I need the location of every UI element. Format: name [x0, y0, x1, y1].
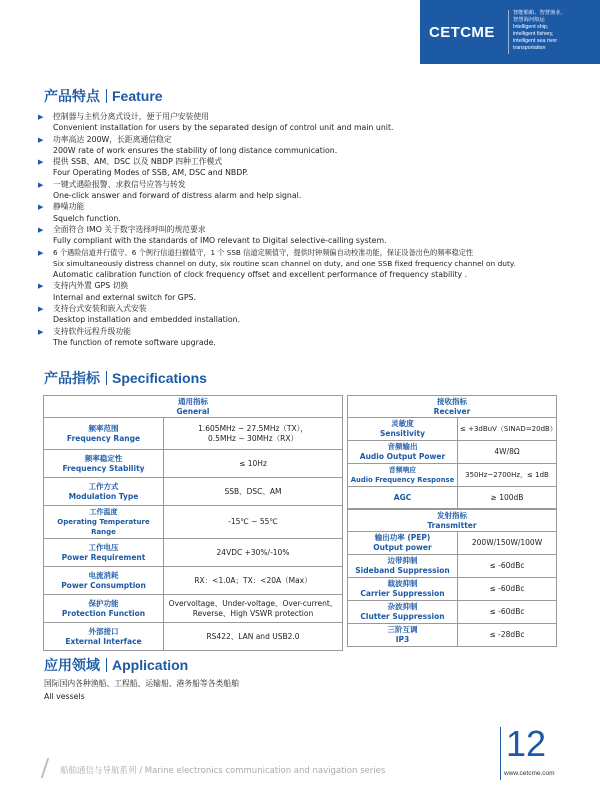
feature-list	[38, 111, 578, 348]
table-header-en: Transmitter	[427, 520, 477, 530]
feature-item-en: 200W rate of work ensures the stability of long distance communication.	[53, 145, 338, 155]
application-text-en: All vessels	[44, 692, 85, 701]
table-row	[44, 506, 343, 539]
spec-value: SSB、DSC、AM	[164, 478, 343, 506]
table-header-en: General	[176, 406, 210, 416]
spec-value: ≥ 100dB	[458, 487, 557, 509]
feature-item	[38, 224, 578, 247]
feature-item-en: Convenient installation for users by the separated design of control unit and main unit.	[53, 123, 394, 133]
heading-separator	[106, 89, 107, 103]
table-row	[44, 418, 343, 450]
brand-divider	[508, 10, 509, 54]
brand-tagline-line: 智慧海河航运	[513, 17, 545, 24]
page-number-rule	[500, 727, 501, 780]
feature-item-en: Automatic calibration function of clock frequency offset and excellent performance of frequency stability .	[53, 270, 468, 280]
brand-tagline-line: 智能船舶、智慧渔业、	[513, 10, 566, 16]
feature-item-en: Six simultaneously distress channel on duty, six routine scan channel on duty, and one SSB fixed frequency channel on duty.	[53, 258, 516, 268]
table-row	[44, 478, 343, 506]
spec-label: 三阶互调 IP3	[348, 624, 458, 647]
table-row	[44, 623, 343, 651]
feature-item-en: One-click answer and forward of distress alarm and help signal.	[53, 191, 302, 201]
triangle-bullet-icon: ▶	[38, 327, 44, 336]
brand-tagline-line: intelligent sea river	[513, 38, 558, 45]
table-row	[348, 441, 557, 464]
feature-item-cn: 静噪功能	[53, 202, 85, 212]
table-row	[348, 624, 557, 647]
triangle-bullet-icon: ▶	[38, 158, 44, 167]
feature-item-cn: 支持台式安装和嵌入式安装	[53, 304, 147, 314]
triangle-bullet-icon: ▶	[38, 305, 44, 314]
feature-item	[38, 201, 578, 224]
spec-value: ≤ +3dBuV（SINAD=20dB）	[458, 418, 557, 441]
table-row	[44, 539, 343, 567]
spec-value: ≤ -60dBc	[458, 578, 557, 601]
feature-heading-cn: 产品特点	[44, 88, 100, 104]
table-header-cn: 接收指标	[437, 397, 467, 406]
table-row	[44, 567, 343, 595]
feature-item-cn: 功率高达 200W，长距离通信稳定	[53, 134, 172, 144]
spec-value: 1.605MHz ~ 27.5MHz（TX）， 0.5MHz ~ 30MHz（RX）	[164, 418, 343, 450]
feature-item	[38, 303, 578, 326]
feature-item-en: Four Operating Modes of SSB, AM, DSC and NBDP.	[53, 168, 249, 178]
spec-heading	[44, 368, 207, 388]
table-row	[348, 601, 557, 624]
spec-label: 频率稳定性 Frequency Stability	[44, 450, 164, 478]
spec-label: 外部接口 External Interface	[44, 623, 164, 651]
table-row	[44, 450, 343, 478]
spec-value: -15℃ ~ 55℃	[164, 506, 343, 539]
spec-value: RS422、LAN and USB2.0	[164, 623, 343, 651]
general-spec-table	[43, 395, 343, 651]
page-number: 12	[506, 723, 547, 764]
spec-label: 输出功率 (PEP) Output power	[348, 532, 458, 555]
heading-separator	[106, 658, 107, 672]
application-heading	[44, 655, 188, 675]
spec-value: 350Hz~2700Hz，≤ 1dB	[458, 464, 557, 487]
transmitter-spec-table	[347, 509, 557, 647]
table-header-cn: 通用指标	[178, 397, 208, 406]
spec-value: ≤ -28dBc	[458, 624, 557, 647]
brand-block	[420, 0, 600, 64]
brand-tagline-line: transportation	[513, 45, 546, 52]
spec-label: 载波抑制 Carrier Suppression	[348, 578, 458, 601]
table-header	[348, 510, 557, 532]
triangle-bullet-icon: ▶	[38, 180, 44, 189]
footer-series: 船舶通信与导航系列 / Marine electronics communication and navigation series	[60, 766, 386, 776]
triangle-bullet-icon: ▶	[38, 203, 44, 212]
spec-label: 频率范围 Frequency Range	[44, 418, 164, 450]
feature-item-cn: 一键式遇险报警、求救信号应答与转发	[53, 179, 186, 189]
feature-item-cn: 全面符合 IMO 关于数字选择呼叫的规范要求	[53, 224, 206, 234]
application-text-cn: 国际国内各种渔船、工程船、运输船、港务船等各类船舶	[44, 679, 239, 688]
spec-label: 杂波抑制 Clutter Suppression	[348, 601, 458, 624]
footer-slash-icon	[41, 758, 53, 778]
brand-tagline	[513, 10, 597, 53]
feature-item	[38, 134, 578, 157]
table-header-en: Receiver	[433, 406, 471, 416]
table-row	[348, 464, 557, 487]
heading-separator	[106, 371, 107, 385]
table-header	[44, 396, 343, 418]
receiver-spec-table	[347, 395, 557, 509]
spec-value: 200W/150W/100W	[458, 532, 557, 555]
spec-value: ≤ -60dBc	[458, 601, 557, 624]
spec-label: 音频输出 Audio Output Power	[348, 441, 458, 464]
spec-label: 工作电压 Power Requirement	[44, 539, 164, 567]
application-heading-en: Application	[112, 657, 189, 673]
brand-tagline-line: Intelligent ship,	[513, 24, 549, 31]
spec-label: 灵敏度 Sensitivity	[348, 418, 458, 441]
feature-item-cn: 6 个遇险信道并行值守、6 个例行信道扫描值守，1 个 SSB 信道定频值守，提供时钟频偏自动校准功能，保证设备出色的频率稳定性	[53, 247, 474, 257]
table-row	[348, 578, 557, 601]
table-row	[348, 555, 557, 578]
spec-value: RX：<1.0A；TX：<20A（Max）	[164, 567, 343, 595]
feature-item	[38, 179, 578, 202]
table-row	[348, 418, 557, 441]
feature-item-cn: 支持内外置 GPS 切换	[53, 281, 129, 291]
feature-item-en: Fully compliant with the standards of IMO relevant to Digital selective-calling system.	[53, 236, 387, 246]
feature-item-en: The function of remote software upgrade.	[53, 337, 216, 347]
feature-item	[38, 111, 578, 134]
spec-value: 4W/8Ω	[458, 441, 557, 464]
spec-value: ≤ 10Hz	[164, 450, 343, 478]
triangle-bullet-icon: ▶	[38, 225, 44, 234]
triangle-bullet-icon: ▶	[38, 282, 44, 291]
spec-label: AGC	[348, 487, 458, 509]
table-row	[44, 595, 343, 623]
feature-item	[38, 326, 578, 349]
feature-item-cn: 控制器与主机分离式设计，便于用户安装使用	[53, 112, 209, 121]
feature-item-en: Internal and external switch for GPS.	[53, 292, 196, 302]
spec-label: 电流消耗 Power Consumption	[44, 567, 164, 595]
feature-item-en: Squelch function.	[53, 213, 121, 223]
feature-heading	[44, 86, 163, 106]
spec-label: 工作温度 Operating Temperature Range	[44, 506, 164, 539]
feature-heading-en: Feature	[112, 88, 163, 104]
feature-item-cn: 提供 SSB、AM、DSC 以及 NBDP 四种工作模式	[53, 157, 223, 167]
feature-item	[38, 156, 578, 179]
feature-item	[38, 280, 578, 303]
brand-logo: CETCME	[429, 24, 495, 41]
website-link[interactable]: www.cetcme.com	[504, 770, 555, 777]
spec-label: 保护功能 Protection Function	[44, 595, 164, 623]
table-header-cn: 发射指标	[437, 511, 467, 520]
table-header	[348, 396, 557, 418]
feature-item	[38, 247, 578, 281]
feature-item-cn: 支持软件远程升级功能	[53, 326, 131, 336]
brand-tagline-line: intelligent fishery,	[513, 31, 554, 38]
spec-heading-en: Specifications	[112, 370, 207, 386]
table-row	[348, 532, 557, 555]
spec-label: 音频响应 Audio Frequency Response	[348, 464, 458, 487]
triangle-bullet-icon: ▶	[38, 135, 44, 144]
spec-value: Overvoltage、Under-voltage、Over-current、 Reverse、High VSWR protection	[164, 595, 343, 623]
feature-item-en: Desktop installation and embedded installation.	[53, 315, 241, 325]
triangle-bullet-icon: ▶	[38, 248, 44, 257]
application-heading-cn: 应用领域	[44, 657, 100, 673]
spec-value: 24VDC +30%/-10%	[164, 539, 343, 567]
triangle-bullet-icon: ▶	[38, 113, 44, 121]
spec-label: 边带抑制 Sideband Suppression	[348, 555, 458, 578]
spec-heading-cn: 产品指标	[44, 370, 100, 386]
spec-value: ≤ -60dBc	[458, 555, 557, 578]
spec-label: 工作方式 Modulation Type	[44, 478, 164, 506]
table-row	[348, 487, 557, 509]
